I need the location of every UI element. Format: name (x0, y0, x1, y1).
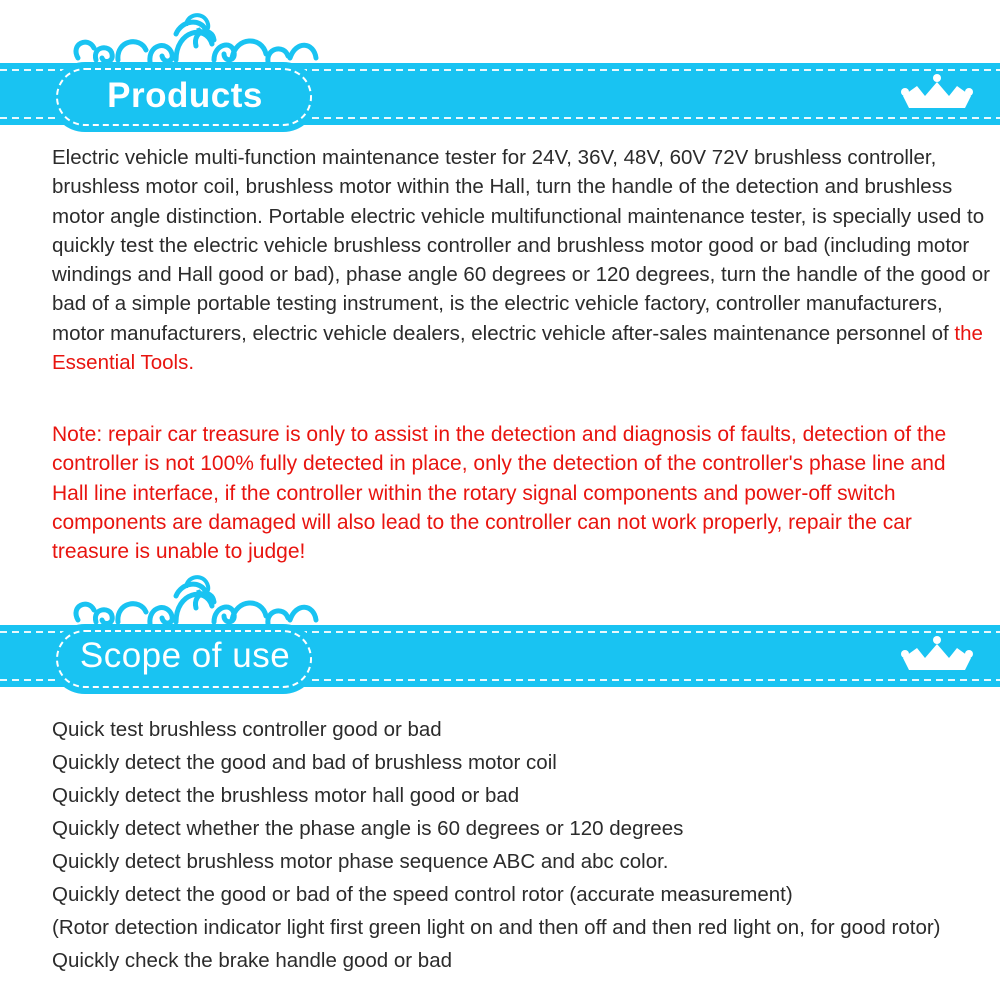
scope-title: Scope of use (79, 636, 291, 675)
scope-item: Quick test brushless controller good or bad (52, 718, 442, 741)
essential-tools-highlight: the Essential Tools. (52, 321, 983, 375)
swirl-ornament-icon (76, 584, 316, 624)
scope-item: (Rotor detection indicator light first green light on and then off and then red light on, for good rotor) Quickly check the brake handle good or bad (52, 916, 941, 972)
products-banner (0, 0, 1000, 150)
products-note: Note: repair car treasure is only to assist in the detection and diagnosis of faults, detection of the controller is not 100% fully detected in place, only the detection of the controller's phase line and Hall line interface, if the controller within the rotary signal components and power-off switch components are damaged will also lead to the controller can not work properly, repair the car treasure is unable to judge! (52, 423, 947, 564)
cropped-next-section-edge (230, 992, 670, 1000)
scope-item: Quickly detect brushless motor phase sequence ABC and abc color. (52, 850, 669, 873)
products-description-text: Electric vehicle multi-function maintenance tester for 24V, 36V, 48V, 60V 72V brushless controller, brushless motor coil, brushless motor within the Hall, turn the handle of the detection and brushless motor angle distinction. Portable electric vehicle multifunctional maintenance tester, is specially used to quickly test the electric vehicle brushless controller and brushless motor good or bad (including motor windings and Hall good or bad), phase angle 60 degrees or 120 degrees, turn the handle of the good or bad of a simple portable testing instrument, is the electric vehicle factory, controller manufacturers, motor manufacturers, electric vehicle dealers, electric vehicle after-sales maintenance personnel of (52, 146, 990, 345)
scope-item: Quickly detect the good or bad of the speed control rotor (accurate measurement) (52, 883, 793, 906)
swirl-ornament-icon (76, 22, 316, 62)
scope-list (52, 713, 997, 977)
scope-item: Quickly detect the good and bad of brushless motor coil (52, 751, 557, 774)
scope-item: Quickly detect the brushless motor hall good or bad (52, 784, 520, 807)
products-description (52, 143, 992, 377)
products-title: Products (107, 76, 263, 115)
scope-banner (0, 562, 1000, 712)
scope-item: Quickly detect whether the phase angle is 60 degrees or 120 degrees (52, 817, 684, 840)
